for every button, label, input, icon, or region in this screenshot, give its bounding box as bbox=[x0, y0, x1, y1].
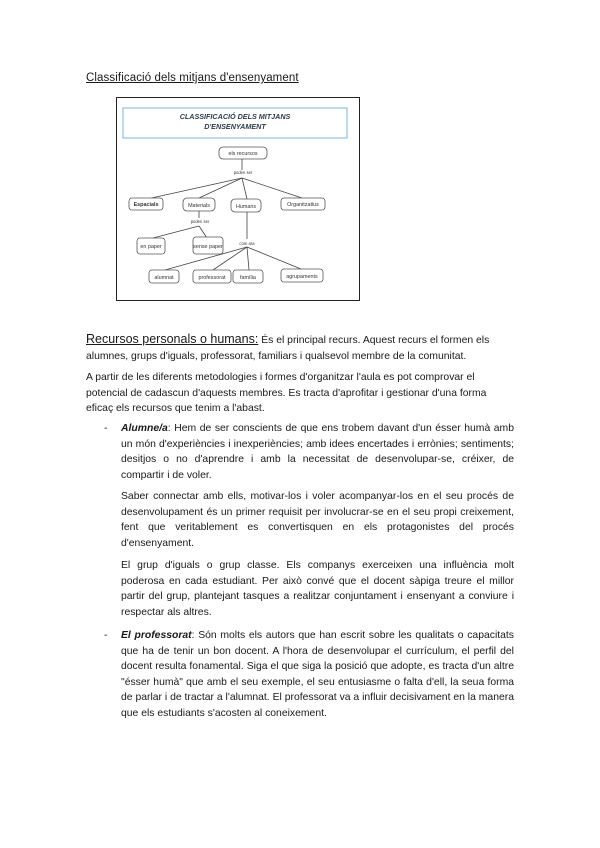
node-professorat: professorat bbox=[198, 275, 226, 281]
bullet-text: : Hem de ser conscients de que ens trobem davant d'un ésser humà amb un món d'experiències i inexperiències; amb idees encertades i errònies; sentiments; desitjos o no d'aprendre i amb la necessitat de desenvolupar-se, créixer, de compartir i de voler. bbox=[121, 423, 514, 481]
node-espacials: Espacials bbox=[133, 202, 159, 208]
bullet-text: : Són molts els autors que han escrit sobre les qualitats o capacitats que ha de tenir un bon docent. A l'hora de desenvolupar el currículum, el perfil del docent resulta fonamental. Siga el que siga la posició que adopte, es tracta d'un altre "ésser humà" que amb el seu exemple, el seu entusiasme o falta d'ell, la seua forma de parlar i de tractar a l'alumnat. El professorat va a influir decisivament en la manera que els estudiants s'acosten al coneixement. bbox=[121, 630, 514, 719]
node-humans-label: com ara bbox=[239, 241, 255, 246]
section-intro-text: És el principal recurs. Aquest recurs el formen els alumnes, grups d'iguals, professorat, familiars i qualsevol membre de la comunitat. bbox=[86, 335, 490, 362]
node-familia: família bbox=[240, 275, 256, 281]
node-materials-label: poden ser bbox=[190, 219, 210, 224]
section-subheading: Recursos personals o humans: bbox=[86, 332, 259, 346]
section-paragraph: A partir de les diferents metodologies i formes d'organitzar l'aula es pot comprovar el potencial de cadascun d'aquests membres. Es tracta d'aprofitar i gestionar d'una forma eficaç els recursos que tenim a l'abast. bbox=[86, 372, 487, 415]
figure-title-line1: CLASSIFICACIÓ DELS MITJANS bbox=[179, 112, 291, 121]
node-agrupaments: agrupaments bbox=[286, 274, 318, 280]
bullet-term: Alumne/a bbox=[121, 423, 168, 434]
bullet-alumne-paragraph-2: Saber connectar amb ells, motivar-los i voler acompanyar-los en el seu procés de desenvolupament és un primer requisit per involucrar-se en el seu propi creixement, fent que veritablement es convertisquen en els protagonistes del procés d'ensenyament. bbox=[121, 491, 514, 549]
node-sense-paper: sense paper bbox=[193, 244, 223, 250]
bullet-alumne-paragraph-3: El grup d'iguals o grup classe. Els companys exerceixen una influència molt poderosa en cada estudiant. Per això convé que el docent sàpiga treure el millor partir del grup, plantejant tasques a realitzar conjuntament i ensenyant a conviure i respectar als altres. bbox=[121, 560, 514, 618]
document-heading: Classificació dels mitjans d'ensenyament bbox=[86, 72, 299, 84]
node-root: els recursos bbox=[228, 151, 258, 157]
node-en-paper: en paper bbox=[140, 244, 162, 250]
node-materials: Materials bbox=[188, 203, 210, 209]
figure-title-line2: D'ENSENYAMENT bbox=[204, 122, 266, 131]
node-root-label: poden ser bbox=[233, 170, 253, 175]
bullet-alumne bbox=[121, 421, 514, 483]
node-humans: Humans bbox=[235, 204, 257, 210]
node-organitzatius: Organitzatius bbox=[287, 202, 319, 208]
bullet-marker-2: - bbox=[104, 630, 108, 641]
concept-map-figure bbox=[116, 97, 360, 301]
bullet-term: El professorat bbox=[121, 630, 192, 641]
bullet-marker-1: - bbox=[104, 423, 108, 434]
node-alumnat: alumnat bbox=[154, 275, 174, 281]
section-intro bbox=[86, 332, 514, 364]
bullet-professorat bbox=[121, 628, 514, 722]
